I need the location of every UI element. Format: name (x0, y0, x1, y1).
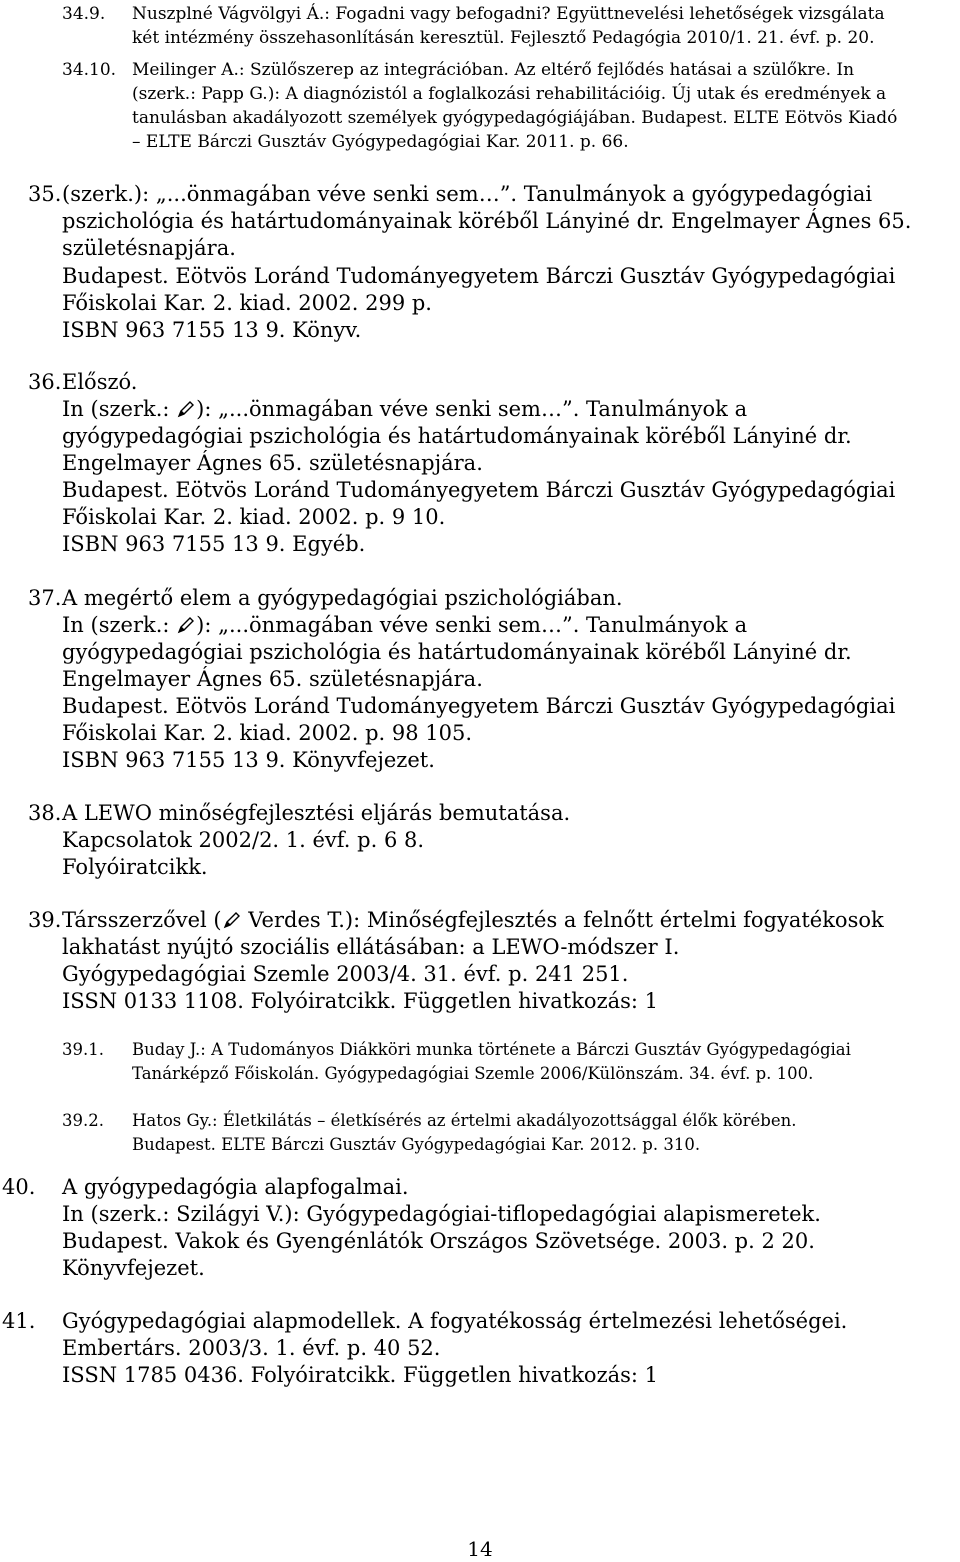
publication-line: pszichológia és határtudományainak köréből Lányiné dr. Engelmayer Ágnes 65. (62, 209, 912, 233)
publication-line: Budapest. Eötvös Loránd Tudományegyetem Bárczi Gusztáv Gyógypedagógiai (62, 478, 896, 502)
publication-number: 35. (28, 182, 62, 206)
publication-line-part: In (szerk.: (62, 613, 170, 637)
publication-line: ISSN 1785 0436. Folyóiratcikk. Független hivatkozás: 1 (62, 1363, 659, 1387)
publication-line: Budapest. Vakok és Gyengénlátók Országos Szövetsége. 2003. p. 2 20. (62, 1229, 815, 1253)
publication-line (62, 613, 747, 637)
publication-line: Nuszplné Vágvölgyi Á.: Fogadni vagy befogadni? Együttnevelési lehetőségek vizsgálata (132, 4, 885, 24)
pen-icon (177, 400, 195, 418)
publication-line: Embertárs. 2003/3. 1. évf. p. 40 52. (62, 1336, 441, 1360)
publication-line: (szerk.): „...önmagában véve senki sem…”. Tanulmányok a gyógypedagógiai (62, 182, 873, 206)
publication-line: gyógypedagógiai pszichológia és határtudományainak köréből Lányiné dr. (62, 424, 852, 448)
publication-number: 34.10. (62, 60, 117, 80)
publication-line: Tanárképző Főiskolán. Gyógypedagógiai Szemle 2006/Különszám. 34. évf. p. 100. (132, 1064, 814, 1083)
publication-line: Budapest. ELTE Bárczi Gusztáv Gyógypedagógiai Kar. 2012. p. 310. (132, 1135, 701, 1154)
publication-line: Hatos Gy.: Életkilátás – életkísérés az értelmi akadályozottsággal élők körében. (132, 1111, 797, 1130)
publication-line (62, 397, 747, 421)
publication-line: Kapcsolatok 2002/2. 1. évf. p. 6 8. (62, 828, 425, 852)
publication-line: ISBN 963 7155 13 9. Könyvfejezet. (62, 748, 435, 772)
publication-number: 39.2. (62, 1111, 104, 1130)
pen-icon (223, 911, 241, 929)
publication-line: A gyógypedagógia alapfogalmai. (62, 1175, 409, 1199)
publication-number: 39.1. (62, 1040, 104, 1059)
publication-line: két intézmény összehasonlításán keresztül. Fejlesztő Pedagógia 2010/1. 21. évf. p. 20. (132, 28, 875, 48)
publication-line: Budapest. Eötvös Loránd Tudományegyetem Bárczi Gusztáv Gyógypedagógiai (62, 694, 896, 718)
publication-line-part: Társszerzővel ( (62, 908, 222, 932)
publication-line: Engelmayer Ágnes 65. születésnapjára. (62, 667, 483, 691)
publication-line: Előszó. (62, 370, 138, 394)
publication-number: 41. (2, 1309, 36, 1333)
publication-line: ISSN 0133 1108. Folyóiratcikk. Független hivatkozás: 1 (62, 989, 659, 1013)
publication-line: születésnapjára. (62, 236, 236, 260)
publication-line: Főiskolai Kar. 2. kiad. 2002. p. 98 105. (62, 721, 473, 745)
publication-number: 36. (28, 370, 62, 394)
publication-line: Meilinger A.: Szülőszerep az integrációban. Az eltérő fejlődés hatásai a szülőkre. In (132, 60, 855, 80)
publication-line: Főiskolai Kar. 2. kiad. 2002. p. 9 10. (62, 505, 446, 529)
publication-line: Buday J.: A Tudományos Diákköri munka története a Bárczi Gusztáv Gyógypedagógiai (132, 1040, 851, 1059)
publication-line: Folyóiratcikk. (62, 855, 208, 879)
pen-icon (177, 616, 195, 634)
publication-line: (szerk.: Papp G.): A diagnózistól a foglalkozási rehabilitációig. Új utak és eredmények a (132, 84, 887, 104)
publication-line: Gyógypedagógiai Szemle 2003/4. 31. évf. p. 241 251. (62, 962, 629, 986)
publication-line-part: In (szerk.: (62, 397, 170, 421)
publication-number: 34.9. (62, 4, 106, 24)
publication-line: tanulásban akadályozott személyek gyógypedagógiájában. Budapest. ELTE Eötvös Kiadó (132, 108, 898, 128)
publication-line: lakhatást nyújtó szociális ellátásában: a LEWO-módszer I. (62, 935, 680, 959)
publication-line: Főiskolai Kar. 2. kiad. 2002. 299 p. (62, 291, 432, 315)
publication-line-part: ): „...önmagában véve senki sem…”. Tanulmányok a (196, 397, 748, 421)
publication-line-part: Verdes T.): Minőségfejlesztés a felnőtt értelmi fogyatékosok (248, 908, 884, 932)
publication-line (62, 908, 884, 932)
publication-line: ISBN 963 7155 13 9. Egyéb. (62, 532, 366, 556)
publication-line: A megértő elem a gyógypedagógiai pszichológiában. (62, 586, 623, 610)
publication-number: 38. (28, 801, 62, 825)
publication-line-part: ): „...önmagában véve senki sem…”. Tanulmányok a (196, 613, 748, 637)
publication-number: 37. (28, 586, 62, 610)
publication-line: gyógypedagógiai pszichológia és határtudományainak köréből Lányiné dr. (62, 640, 852, 664)
publication-line: In (szerk.: Szilágyi V.): Gyógypedagógiai-tiflopedagógiai alapismeretek. (62, 1202, 821, 1226)
publication-line: Engelmayer Ágnes 65. születésnapjára. (62, 451, 483, 475)
publication-line: Könyvfejezet. (62, 1256, 205, 1280)
publication-number: 40. (2, 1175, 36, 1199)
publication-number: 39. (28, 908, 62, 932)
publication-line: Budapest. Eötvös Loránd Tudományegyetem Bárczi Gusztáv Gyógypedagógiai (62, 264, 896, 288)
publication-line: Gyógypedagógiai alapmodellek. A fogyatékosság értelmezési lehetőségei. (62, 1309, 848, 1333)
publication-line: ISBN 963 7155 13 9. Könyv. (62, 318, 362, 342)
page-number: 14 (467, 1537, 493, 1561)
publication-line: – ELTE Bárczi Gusztáv Gyógypedagógiai Kar. 2011. p. 66. (132, 132, 629, 152)
publication-line: A LEWO minőségfejlesztési eljárás bemutatása. (62, 801, 571, 825)
